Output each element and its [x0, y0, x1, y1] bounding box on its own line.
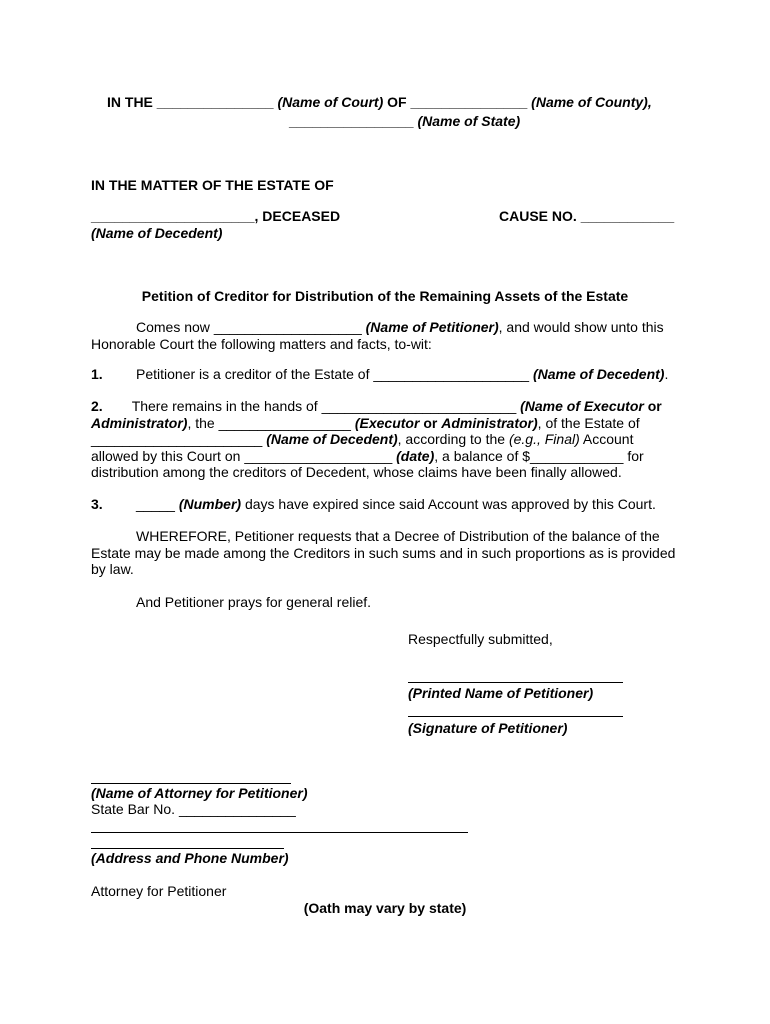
court-caption-line-2	[289, 113, 520, 130]
decedent-label: (Name of Decedent)	[91, 225, 223, 241]
county-name-blank: _______________	[410, 94, 528, 110]
item-1-blank: ____________________	[373, 366, 530, 382]
attorney-role: Attorney for Petitioner	[91, 883, 227, 899]
attorney-name-line	[91, 783, 291, 784]
item-2-decedent-blank: ______________________	[91, 431, 263, 447]
decedent-blank: _____________________	[91, 208, 255, 224]
item-2-executor-blank: _________________________	[321, 398, 517, 414]
printed-name-line	[408, 682, 623, 683]
item-1-text: Petitioner is a creditor of the Estate of ____________________ (Name of Decedent).	[136, 366, 669, 382]
court-name-blank: _______________	[156, 94, 274, 110]
oath-note: (Oath may vary by state)	[303, 900, 467, 916]
state-bar-number: State Bar No. _______________	[91, 801, 296, 817]
address-line-2	[91, 848, 284, 849]
address-line-1	[91, 832, 468, 833]
item-2-balance-blank: ____________	[530, 447, 624, 464]
state-bar-blank: _______________	[178, 801, 296, 817]
signature-label: (Signature of Petitioner)	[408, 720, 568, 736]
respectfully-submitted: Respectfully submitted,	[408, 631, 553, 647]
petitioner-blank: ___________________	[213, 319, 362, 335]
state-name-label: (Name of State)	[417, 113, 521, 129]
document-title: Petition of Creditor for Distribution of the Remaining Assets of the Estate	[141, 288, 629, 304]
intro-paragraph: Comes now ___________________ (Name of Petitioner), and would show unto this Honorable Court the following matters and facts, to-wit:	[91, 319, 664, 352]
item-3-text: _____ (Number) days have expired since said Account was approved by this Court.	[136, 496, 656, 512]
item-1-number: 1.	[91, 366, 103, 382]
address-phone-label: (Address and Phone Number)	[91, 850, 289, 866]
cause-number: CAUSE NO. ____________	[499, 208, 675, 224]
item-2-role-blank: _________________	[218, 414, 351, 431]
court-name-label: (Name of Court)	[277, 94, 384, 110]
prays-paragraph: And Petitioner prays for general relief.	[136, 594, 372, 610]
county-name-label: (Name of County),	[531, 94, 652, 110]
signature-line	[408, 716, 623, 717]
wherefore-paragraph: WHEREFORE, Petitioner requests that a Decree of Distribution of the balance of the Estate may be made among the Creditors in such sums and in such proportions as is provided by law.	[91, 528, 676, 577]
state-name-blank: ________________	[289, 113, 414, 129]
printed-name-label: (Printed Name of Petitioner)	[408, 685, 594, 701]
item-2-paragraph: 2. There remains in the hands of _________________________ (Name of Executor or Administrator), the _________________ (Executor or Administrator), of the Estate of ______________________ (Name of Decedent), according to the (e.g., Final) Account allowed by this Court on ___________________ (date), a balance of $____________ for distribution among the creditors of Decedent, whose claims have been finally allowed.	[91, 398, 662, 480]
attorney-name-label: (Name of Attorney for Petitioner)	[91, 785, 308, 801]
matter-heading: IN THE MATTER OF THE ESTATE OF	[91, 177, 334, 193]
cause-number-blank: ____________	[580, 208, 675, 224]
item-3-number: 3.	[91, 496, 103, 512]
item-2-date-blank: ___________________	[244, 447, 393, 464]
court-caption-line-1: IN THE _______________ (Name of Court) OF _______________ (Name of County),	[107, 94, 652, 110]
decedent-line: _____________________, DECEASED	[91, 208, 341, 224]
item-3-blank: _____	[136, 496, 175, 512]
